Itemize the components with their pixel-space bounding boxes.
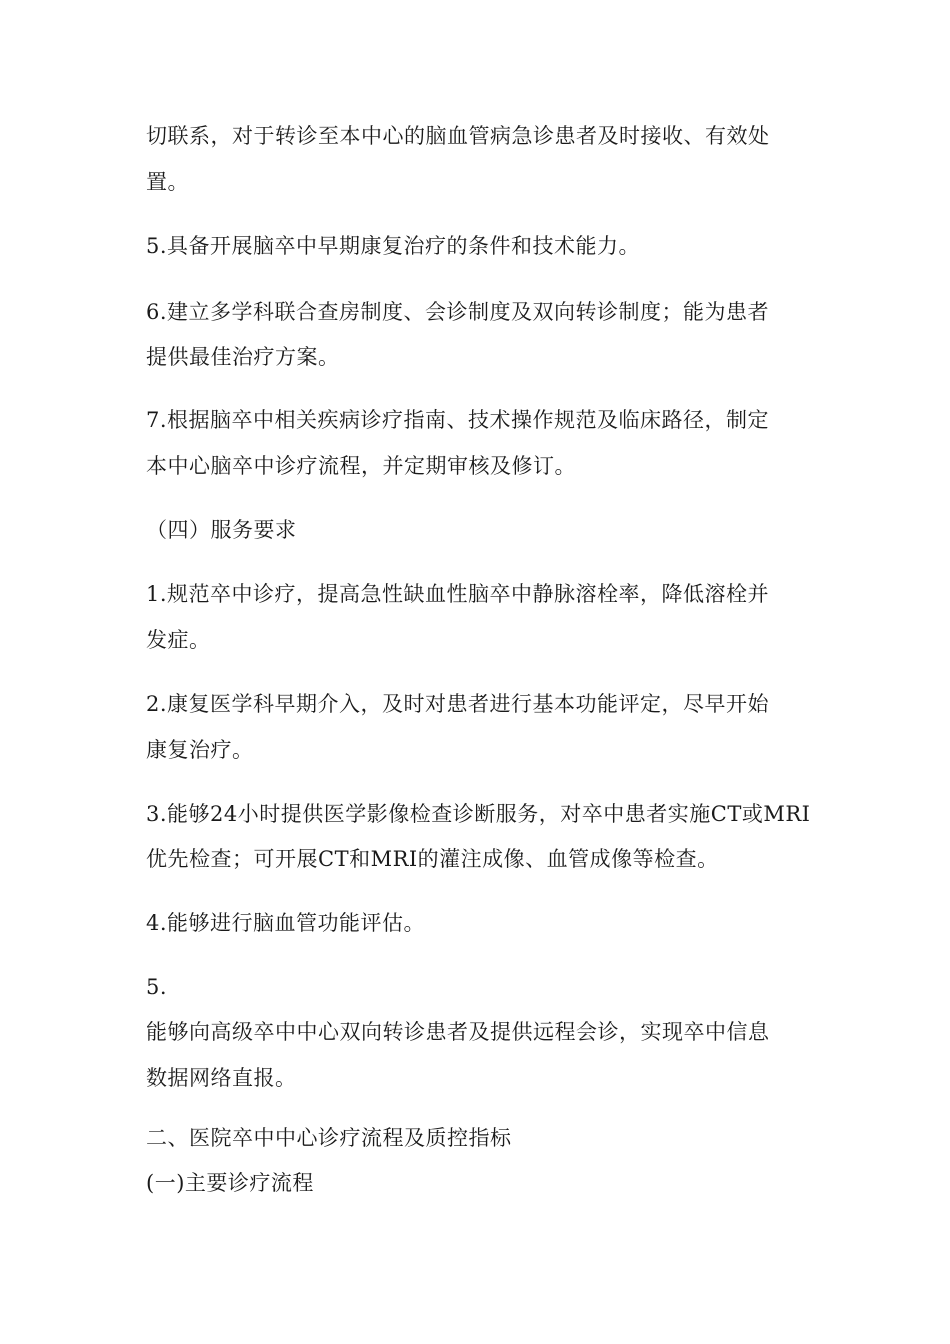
text-line: 3.能够24小时提供医学影像检查诊断服务，对卒中患者实施CT或MRI [146,802,811,826]
text-line: 发症。 [146,628,211,652]
text-line: 提供最佳治疗方案。 [146,345,340,369]
text-line: 1.规范卒中诊疗，提高急性缺血性脑卒中静脉溶栓率，降低溶栓并 [146,582,770,606]
text-line: 数据网络直报。 [146,1066,297,1090]
text-line: 康复治疗。 [146,738,254,762]
text-line: 7.根据脑卒中相关疾病诊疗指南、技术操作规范及临床路径，制定 [146,408,770,432]
text-line: 切联系，对于转诊至本中心的脑血管病急诊患者及时接收、有效处 [146,124,770,148]
subsection-heading: (一)主要诊疗流程 [146,1171,314,1195]
section-heading: 二、医院卒中中心诊疗流程及质控指标 [146,1126,512,1150]
text-line: 置。 [146,170,189,194]
text-line: 2.康复医学科早期介入，及时对患者进行基本功能评定，尽早开始 [146,692,770,716]
text-line: 5. [146,975,168,999]
text-line: 优先检查；可开展CT和MRI的灌注成像、血管成像等检查。 [146,847,719,871]
text-line: 6.建立多学科联合查房制度、会诊制度及双向转诊制度；能为患者 [146,300,770,324]
text-line: 能够向高级卒中中心双向转诊患者及提供远程会诊，实现卒中信息 [146,1020,770,1044]
section-heading: （四）服务要求 [146,518,297,542]
text-line: 5.具备开展脑卒中早期康复治疗的条件和技术能力。 [146,234,641,258]
text-line: 本中心脑卒中诊疗流程，并定期审核及修订。 [146,454,576,478]
text-line: 4.能够进行脑血管功能评估。 [146,911,426,935]
